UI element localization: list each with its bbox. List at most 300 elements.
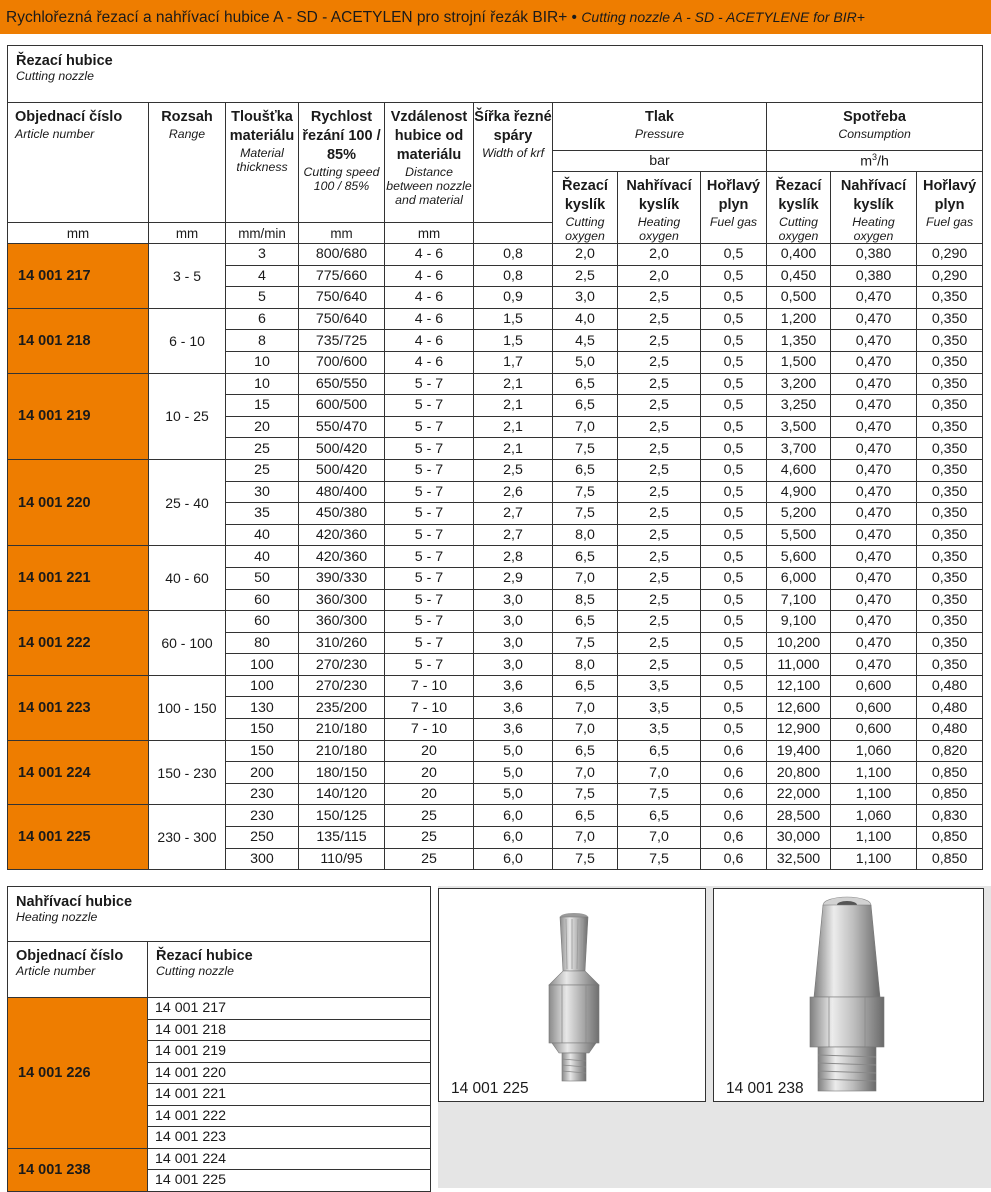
- speed-cell: 550/470: [299, 416, 385, 438]
- table-row: [8, 675, 983, 697]
- distance-cell: 5 - 7: [385, 611, 474, 633]
- kerf-cell: 5,0: [474, 740, 553, 762]
- consumption-heat-oxygen-cell: 0,380: [831, 244, 917, 266]
- pressure-cut-oxygen-cell: 3,0: [553, 287, 618, 309]
- speed-cell: 210/180: [299, 719, 385, 741]
- consumption-cut-oxygen-cell: 3,250: [767, 395, 831, 417]
- pressure-heat-oxygen-cell: 2,5: [618, 503, 701, 525]
- consumption-cut-oxygen-cell: 32,500: [767, 848, 831, 870]
- kerf-cell: 2,7: [474, 524, 553, 546]
- distance-cell: 5 - 7: [385, 567, 474, 589]
- consumption-fuel-gas-cell: 0,480: [917, 675, 983, 697]
- distance-cell: 4 - 6: [385, 330, 474, 352]
- thickness-cell: 4: [226, 265, 299, 287]
- thickness-cell: 6: [226, 308, 299, 330]
- range-cell: 10 - 25: [149, 373, 226, 459]
- article-number-cell: 14 001 218: [8, 308, 149, 373]
- consumption-heat-oxygen-cell: 0,470: [831, 416, 917, 438]
- pressure-cut-oxygen-label: Řezací kyslík: [562, 178, 608, 213]
- kerf-cell: 3,6: [474, 697, 553, 719]
- consumption-fuel-gas-cell: 0,350: [917, 589, 983, 611]
- pressure-heat-oxygen-cell: 2,5: [618, 481, 701, 503]
- banner-title-en: Cutting nozzle A - SD - ACETYLENE for BIR+: [581, 9, 865, 25]
- pressure-fuel-gas-cell: 0,5: [701, 632, 767, 654]
- consumption-fuel-gas-cell: 0,830: [917, 805, 983, 827]
- article-number-cell: 14 001 220: [8, 459, 149, 545]
- pressure-fuel-gas-cell: 0,5: [701, 589, 767, 611]
- consumption-fuel-gas-cell: 0,350: [917, 481, 983, 503]
- speed-cell: 750/640: [299, 308, 385, 330]
- distance-cell: 5 - 7: [385, 589, 474, 611]
- pressure-heat-oxygen-cell: 7,0: [618, 827, 701, 849]
- pressure-heat-oxygen-cell: 7,0: [618, 762, 701, 784]
- pressure-heat-oxygen-cell: 3,5: [618, 719, 701, 741]
- consumption-cut-oxygen-cell: 28,500: [767, 805, 831, 827]
- pressure-heat-oxygen-cell: 2,5: [618, 308, 701, 330]
- consumption-unit-tail: /h: [877, 153, 889, 170]
- pressure-cut-oxygen-cell: 4,5: [553, 330, 618, 352]
- consumption-fuel-gas-cell: 0,290: [917, 265, 983, 287]
- header-kerf: [474, 103, 553, 223]
- pressure-cut-oxygen-cell: 7,0: [553, 827, 618, 849]
- consumption-heat-oxygen-cell: 1,100: [831, 783, 917, 805]
- pressure-cut-oxygen-cell: 6,5: [553, 805, 618, 827]
- consumption-fuel-gas-cell: 0,350: [917, 351, 983, 373]
- pressure-cut-oxygen-cell: 6,5: [553, 611, 618, 633]
- kerf-cell: 1,5: [474, 330, 553, 352]
- consumption-heat-oxygen-cell: 0,470: [831, 459, 917, 481]
- consumption-fuel-gas-cell: 0,850: [917, 783, 983, 805]
- header-distance: [385, 103, 474, 223]
- range-cell: 100 - 150: [149, 675, 226, 740]
- speed-cell: 270/230: [299, 675, 385, 697]
- consumption-cut-oxygen-cell: 10,200: [767, 632, 831, 654]
- pressure-heat-oxygen-cell: 2,5: [618, 589, 701, 611]
- consumption-heat-oxygen-sub: Heating oxygen: [852, 215, 895, 243]
- heating-header-row: [8, 942, 431, 998]
- kerf-cell: 2,1: [474, 395, 553, 417]
- header-consumption-label: Spotřeba: [843, 109, 906, 125]
- article-number-cell: 14 001 219: [8, 373, 149, 459]
- distance-cell: 4 - 6: [385, 308, 474, 330]
- header-thickness: [226, 103, 299, 223]
- pressure-fuel-gas-cell: 0,5: [701, 654, 767, 676]
- pressure-heat-oxygen-cell: 6,5: [618, 805, 701, 827]
- thickness-cell: 60: [226, 589, 299, 611]
- pressure-heat-oxygen-sub: Heating oxygen: [637, 215, 681, 243]
- pressure-fuel-gas-cell: 0,5: [701, 719, 767, 741]
- table-row: [8, 244, 983, 266]
- pressure-fuel-gas-cell: 0,5: [701, 395, 767, 417]
- pressure-fuel-gas-cell: 0,6: [701, 762, 767, 784]
- kerf-cell: 3,6: [474, 719, 553, 741]
- pressure-heat-oxygen-cell: 7,5: [618, 848, 701, 870]
- heating-header-article-sub: Article number: [16, 964, 96, 978]
- heating-header-article-label: Objednací číslo: [16, 948, 124, 964]
- table-row: [8, 805, 983, 827]
- header-speed: [299, 103, 385, 223]
- pressure-fuel-gas-cell: 0,5: [701, 675, 767, 697]
- header-article: [8, 103, 149, 223]
- header-article-label: Objednací číslo: [15, 109, 123, 125]
- header-distance-label: Vzdálenost hubice od materiálu: [390, 109, 468, 163]
- pressure-fuel-gas-cell: 0,5: [701, 373, 767, 395]
- speed-cell: 235/200: [299, 697, 385, 719]
- kerf-cell: 3,0: [474, 589, 553, 611]
- distance-cell: 25: [385, 827, 474, 849]
- pressure-heat-oxygen-cell: 2,5: [618, 567, 701, 589]
- consumption-cut-oxygen-cell: 30,000: [767, 827, 831, 849]
- kerf-cell: 3,0: [474, 611, 553, 633]
- distance-cell: 5 - 7: [385, 546, 474, 568]
- consumption-heat-oxygen-cell: 1,060: [831, 740, 917, 762]
- speed-cell: 150/125: [299, 805, 385, 827]
- pressure-fuel-gas-cell: 0,5: [701, 524, 767, 546]
- speed-cell: 650/550: [299, 373, 385, 395]
- thickness-cell: 5: [226, 287, 299, 309]
- pressure-heat-oxygen-cell: 6,5: [618, 740, 701, 762]
- consumption-cut-oxygen-cell: 5,500: [767, 524, 831, 546]
- article-number-cell: 14 001 224: [8, 740, 149, 805]
- thickness-cell: 60: [226, 611, 299, 633]
- kerf-cell: 5,0: [474, 762, 553, 784]
- table-row: [8, 308, 983, 330]
- pressure-cut-oxygen-cell: 8,0: [553, 654, 618, 676]
- unit-kerf: mm: [385, 223, 474, 244]
- consumption-heat-oxygen-cell: 0,470: [831, 308, 917, 330]
- kerf-cell: 2,5: [474, 459, 553, 481]
- table-row: [8, 611, 983, 633]
- speed-cell: 360/300: [299, 611, 385, 633]
- consumption-unit-base: m: [860, 153, 873, 170]
- consumption-fuel-gas-label: Hořlavý plyn: [922, 178, 977, 213]
- consumption-fuel-gas-cell: 0,820: [917, 740, 983, 762]
- consumption-fuel-gas-cell: 0,350: [917, 503, 983, 525]
- thickness-cell: 30: [226, 481, 299, 503]
- kerf-cell: 2,9: [474, 567, 553, 589]
- banner-title-cz: Rychlořezná řezací a nahřívací hubice A - SD - ACETYLEN pro strojní řezák BIR+ •: [6, 9, 577, 26]
- pressure-heat-oxygen-cell: 2,5: [618, 632, 701, 654]
- pressure-cut-oxygen-cell: 6,5: [553, 675, 618, 697]
- consumption-fuel-gas-cell: 0,350: [917, 524, 983, 546]
- pressure-fuel-gas-cell: 0,5: [701, 459, 767, 481]
- kerf-cell: 2,8: [474, 546, 553, 568]
- heating-table-subtitle: Heating nozzle: [16, 910, 98, 924]
- header-pressure-sub: Pressure: [634, 127, 685, 141]
- kerf-cell: 0,8: [474, 265, 553, 287]
- consumption-heat-oxygen-cell: 0,470: [831, 351, 917, 373]
- thickness-cell: 200: [226, 762, 299, 784]
- cutting-table-title-cell: [8, 46, 983, 103]
- heating-header-cutting-sub: Cutting nozzle: [156, 964, 234, 978]
- heating-article-cell: 14 001 238: [8, 1148, 148, 1191]
- speed-cell: 500/420: [299, 438, 385, 460]
- speed-cell: 210/180: [299, 740, 385, 762]
- consumption-cut-oxygen-cell: 4,600: [767, 459, 831, 481]
- distance-cell: 5 - 7: [385, 459, 474, 481]
- speed-cell: 420/360: [299, 546, 385, 568]
- consumption-cut-oxygen-cell: 5,600: [767, 546, 831, 568]
- thickness-cell: 25: [226, 459, 299, 481]
- pressure-heat-oxygen-cell: 3,5: [618, 697, 701, 719]
- pressure-fuel-gas-cell: 0,5: [701, 351, 767, 373]
- pressure-cut-oxygen-cell: 6,5: [553, 740, 618, 762]
- pressure-cut-oxygen-cell: 7,5: [553, 848, 618, 870]
- pressure-fuel-gas-cell: 0,5: [701, 416, 767, 438]
- consumption-heat-oxygen-cell: 0,600: [831, 697, 917, 719]
- pressure-heat-oxygen-cell: 2,5: [618, 459, 701, 481]
- pressure-heat-oxygen-cell: 2,5: [618, 351, 701, 373]
- article-number-cell: 14 001 225: [8, 805, 149, 870]
- consumption-heat-oxygen-cell: 0,600: [831, 719, 917, 741]
- speed-cell: 135/115: [299, 827, 385, 849]
- distance-cell: 5 - 7: [385, 416, 474, 438]
- pressure-heat-oxygen-cell: 2,5: [618, 330, 701, 352]
- range-cell: 40 - 60: [149, 546, 226, 611]
- consumption-cut-oxygen-cell: 11,000: [767, 654, 831, 676]
- consumption-unit: [767, 151, 983, 172]
- distance-cell: 5 - 7: [385, 481, 474, 503]
- pressure-heat-oxygen-cell: 2,5: [618, 373, 701, 395]
- compatible-cutting-nozzle-cell: 14 001 222: [148, 1105, 431, 1127]
- thickness-cell: 230: [226, 805, 299, 827]
- pressure-heat-oxygen-cell: 7,5: [618, 783, 701, 805]
- speed-cell: 500/420: [299, 459, 385, 481]
- kerf-cell: 2,1: [474, 438, 553, 460]
- unit-range: mm: [8, 223, 149, 244]
- kerf-cell: 5,0: [474, 783, 553, 805]
- heating-table-title-cell: [8, 887, 431, 942]
- pressure-cut-oxygen-sub: Cutting oxygen: [565, 215, 605, 243]
- cutting-nozzle-table: [7, 45, 983, 870]
- thickness-cell: 130: [226, 697, 299, 719]
- distance-cell: 20: [385, 783, 474, 805]
- thickness-cell: 150: [226, 719, 299, 741]
- consumption-heat-oxygen-cell: 0,470: [831, 632, 917, 654]
- pressure-cut-oxygen-cell: 7,0: [553, 567, 618, 589]
- range-cell: 60 - 100: [149, 611, 226, 676]
- consumption-heat-oxygen-cell: 0,470: [831, 395, 917, 417]
- consumption-cut-oxygen: [767, 172, 831, 244]
- consumption-cut-oxygen-cell: 3,700: [767, 438, 831, 460]
- unit-thickness: mm: [149, 223, 226, 244]
- consumption-fuel-gas-cell: 0,350: [917, 632, 983, 654]
- consumption-cut-oxygen-cell: 1,350: [767, 330, 831, 352]
- consumption-cut-oxygen-cell: 7,100: [767, 589, 831, 611]
- pressure-heat-oxygen-cell: 3,5: [618, 675, 701, 697]
- kerf-cell: 1,5: [474, 308, 553, 330]
- distance-cell: 5 - 7: [385, 438, 474, 460]
- consumption-fuel-gas-cell: 0,480: [917, 719, 983, 741]
- pressure-cut-oxygen: [553, 172, 618, 244]
- pressure-cut-oxygen-cell: 6,5: [553, 395, 618, 417]
- pressure-fuel-gas-cell: 0,5: [701, 567, 767, 589]
- pressure-fuel-gas-cell: 0,6: [701, 740, 767, 762]
- thickness-cell: 230: [226, 783, 299, 805]
- distance-cell: 4 - 6: [385, 351, 474, 373]
- pressure-heat-oxygen-cell: 2,0: [618, 265, 701, 287]
- compatible-cutting-nozzle-cell: 14 001 220: [148, 1062, 431, 1084]
- speed-cell: 110/95: [299, 848, 385, 870]
- distance-cell: 5 - 7: [385, 503, 474, 525]
- thickness-cell: 35: [226, 503, 299, 525]
- consumption-heat-oxygen-cell: 1,100: [831, 827, 917, 849]
- header-kerf-label: Šířka řezné spáry: [474, 109, 552, 144]
- speed-cell: 310/260: [299, 632, 385, 654]
- consumption-fuel-gas-cell: 0,850: [917, 848, 983, 870]
- consumption-heat-oxygen-cell: 0,470: [831, 524, 917, 546]
- consumption-heat-oxygen-cell: 0,470: [831, 654, 917, 676]
- kerf-cell: 6,0: [474, 827, 553, 849]
- pressure-cut-oxygen-cell: 7,5: [553, 632, 618, 654]
- header-distance-sub: Distance between nozzle and material: [386, 165, 472, 207]
- consumption-fuel-gas-cell: 0,350: [917, 654, 983, 676]
- pressure-cut-oxygen-cell: 7,0: [553, 762, 618, 784]
- consumption-fuel-gas-cell: 0,350: [917, 416, 983, 438]
- range-cell: 3 - 5: [149, 244, 226, 309]
- heating-header-cutting-label: Řezací hubice: [156, 948, 253, 964]
- consumption-fuel-gas-cell: 0,350: [917, 459, 983, 481]
- table-row: [8, 998, 431, 1020]
- header-thickness-label: Tloušťka materiálu: [229, 109, 295, 144]
- page-banner: [0, 0, 991, 34]
- consumption-fuel-gas-cell: 0,350: [917, 308, 983, 330]
- thickness-cell: 80: [226, 632, 299, 654]
- consumption-cut-oxygen-cell: 12,600: [767, 697, 831, 719]
- consumption-unit-exp: 3: [872, 152, 878, 163]
- thickness-cell: 3: [226, 244, 299, 266]
- consumption-fuel-gas-cell: 0,350: [917, 546, 983, 568]
- pressure-fuel-gas-cell: 0,5: [701, 330, 767, 352]
- pressure-heat-oxygen-cell: 2,0: [618, 244, 701, 266]
- consumption-heat-oxygen-cell: 0,470: [831, 287, 917, 309]
- pressure-fuel-gas-cell: 0,5: [701, 481, 767, 503]
- image-caption-heating-nozzle: 14 001 238: [726, 1080, 804, 1097]
- heating-table-title-row: [8, 887, 431, 942]
- distance-cell: 25: [385, 848, 474, 870]
- consumption-fuel-gas-sub: Fuel gas: [925, 215, 974, 229]
- speed-cell: 270/230: [299, 654, 385, 676]
- kerf-cell: 2,7: [474, 503, 553, 525]
- pressure-heat-oxygen-cell: 2,5: [618, 546, 701, 568]
- header-speed-sub: Cutting speed 100 / 85%: [303, 165, 380, 193]
- pressure-fuel-gas-cell: 0,5: [701, 546, 767, 568]
- heating-header-article: [8, 942, 148, 998]
- speed-cell: 360/300: [299, 589, 385, 611]
- pressure-heat-oxygen: [618, 172, 701, 244]
- consumption-fuel-gas-cell: 0,850: [917, 827, 983, 849]
- consumption-heat-oxygen-label: Nahřívací kyslík: [840, 178, 907, 213]
- consumption-cut-oxygen-cell: 19,400: [767, 740, 831, 762]
- consumption-fuel-gas: [917, 172, 983, 244]
- consumption-heat-oxygen-cell: 0,470: [831, 481, 917, 503]
- heating-nozzle-photo: [714, 889, 983, 1101]
- compatible-cutting-nozzle-cell: 14 001 217: [148, 998, 431, 1020]
- pressure-fuel-gas-cell: 0,5: [701, 244, 767, 266]
- thickness-cell: 100: [226, 675, 299, 697]
- distance-cell: 5 - 7: [385, 373, 474, 395]
- consumption-heat-oxygen-cell: 0,380: [831, 265, 917, 287]
- unit-distance: mm: [299, 223, 385, 244]
- speed-cell: 800/680: [299, 244, 385, 266]
- article-number-cell: 14 001 221: [8, 546, 149, 611]
- pressure-heat-oxygen-cell: 2,5: [618, 287, 701, 309]
- thickness-cell: 150: [226, 740, 299, 762]
- consumption-heat-oxygen-cell: 0,470: [831, 438, 917, 460]
- table-row: [8, 1148, 431, 1170]
- consumption-cut-oxygen-cell: 0,500: [767, 287, 831, 309]
- speed-cell: 600/500: [299, 395, 385, 417]
- pressure-cut-oxygen-cell: 2,0: [553, 244, 618, 266]
- consumption-fuel-gas-cell: 0,350: [917, 611, 983, 633]
- pressure-cut-oxygen-cell: 8,0: [553, 524, 618, 546]
- consumption-heat-oxygen-cell: 0,470: [831, 611, 917, 633]
- pressure-cut-oxygen-cell: 8,5: [553, 589, 618, 611]
- table-row: [8, 373, 983, 395]
- consumption-cut-oxygen-cell: 22,000: [767, 783, 831, 805]
- consumption-fuel-gas-cell: 0,350: [917, 287, 983, 309]
- kerf-cell: 2,1: [474, 373, 553, 395]
- consumption-fuel-gas-cell: 0,350: [917, 567, 983, 589]
- kerf-cell: 2,1: [474, 416, 553, 438]
- consumption-heat-oxygen-cell: 1,100: [831, 848, 917, 870]
- kerf-cell: 3,0: [474, 632, 553, 654]
- consumption-cut-oxygen-cell: 6,000: [767, 567, 831, 589]
- pressure-heat-oxygen-cell: 2,5: [618, 611, 701, 633]
- consumption-heat-oxygen-cell: 0,470: [831, 589, 917, 611]
- pressure-fuel-gas: [701, 172, 767, 244]
- consumption-heat-oxygen-cell: 0,470: [831, 373, 917, 395]
- distance-cell: 5 - 7: [385, 632, 474, 654]
- speed-cell: 450/380: [299, 503, 385, 525]
- compatible-cutting-nozzle-cell: 14 001 223: [148, 1127, 431, 1149]
- compatible-cutting-nozzle-cell: 14 001 219: [148, 1041, 431, 1063]
- cutting-table-title: Řezací hubice: [16, 53, 113, 69]
- kerf-cell: 3,6: [474, 675, 553, 697]
- speed-cell: 180/150: [299, 762, 385, 784]
- pressure-fuel-gas-cell: 0,5: [701, 697, 767, 719]
- speed-cell: 750/640: [299, 287, 385, 309]
- pressure-heat-oxygen-cell: 2,5: [618, 524, 701, 546]
- kerf-cell: 2,6: [474, 481, 553, 503]
- distance-cell: 5 - 7: [385, 395, 474, 417]
- heating-table-title: Nahřívací hubice: [16, 894, 133, 910]
- distance-cell: 4 - 6: [385, 287, 474, 309]
- thickness-cell: 15: [226, 395, 299, 417]
- thickness-cell: 100: [226, 654, 299, 676]
- heating-article-cell: 14 001 226: [8, 998, 148, 1149]
- pressure-fuel-gas-cell: 0,5: [701, 265, 767, 287]
- consumption-fuel-gas-cell: 0,850: [917, 762, 983, 784]
- header-range-label: Rozsah: [161, 109, 213, 125]
- image-caption-cutting-nozzle: 14 001 225: [451, 1080, 529, 1097]
- consumption-cut-oxygen-sub: Cutting oxygen: [778, 215, 819, 243]
- consumption-fuel-gas-cell: 0,350: [917, 395, 983, 417]
- consumption-cut-oxygen-cell: 3,500: [767, 416, 831, 438]
- pressure-fuel-gas-cell: 0,5: [701, 503, 767, 525]
- pressure-fuel-gas-cell: 0,6: [701, 783, 767, 805]
- pressure-cut-oxygen-cell: 4,0: [553, 308, 618, 330]
- distance-cell: 20: [385, 740, 474, 762]
- thickness-cell: 10: [226, 373, 299, 395]
- thickness-cell: 300: [226, 848, 299, 870]
- cutting-nozzle-photo: [439, 889, 705, 1101]
- pressure-heat-oxygen-cell: 2,5: [618, 654, 701, 676]
- thickness-cell: 40: [226, 524, 299, 546]
- distance-cell: 25: [385, 805, 474, 827]
- image-panel-heating-nozzle: [713, 888, 984, 1102]
- distance-cell: 20: [385, 762, 474, 784]
